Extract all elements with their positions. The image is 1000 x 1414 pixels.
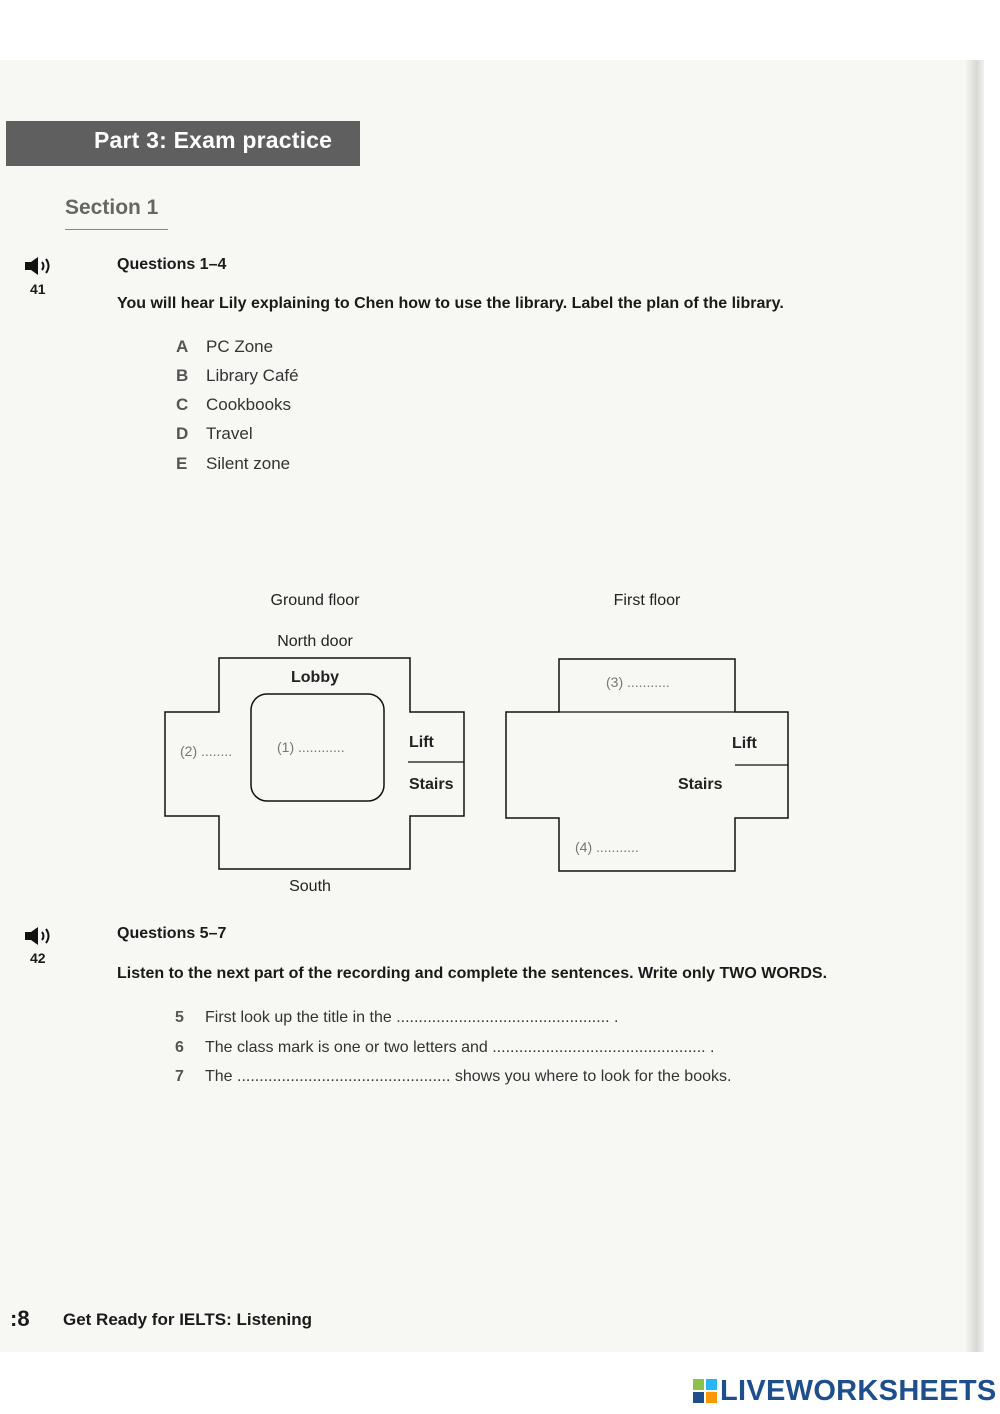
option-item (176, 424, 253, 448)
page-edge-shadow (966, 60, 984, 1352)
sentence-text: The class mark is one or two letters and ................................................ . (205, 1039, 715, 1056)
gap-2-label: (2) ........ (180, 743, 233, 759)
north-door-label: North door (277, 633, 353, 650)
option-text: Silent zone (206, 454, 291, 473)
section-title: Section 1 (65, 196, 159, 219)
option-item (176, 337, 273, 361)
section-underline (65, 229, 168, 230)
sentence-number: 7 (175, 1068, 184, 1085)
first-stairs-label: Stairs (678, 776, 723, 793)
brand-name: LIVEWORKSHEETS (720, 1374, 997, 1407)
option-letter: E (176, 454, 188, 473)
lift-label: Lift (409, 734, 434, 751)
option-item (176, 454, 290, 478)
sentence-item (175, 1068, 731, 1086)
option-text: Library Café (206, 366, 299, 385)
sentence-number: 6 (175, 1039, 184, 1056)
option-text: Travel (206, 424, 253, 443)
page-number: :8 (10, 1306, 30, 1331)
track-number: 42 (30, 950, 46, 966)
library-plan (150, 580, 810, 910)
gap-3-label: (3) ........... (606, 674, 670, 690)
option-item (176, 366, 299, 390)
option-letter: C (176, 395, 189, 414)
option-letter: A (176, 337, 189, 356)
south-label: South (289, 878, 331, 895)
option-text: PC Zone (206, 337, 274, 356)
questions-heading: Questions 1–4 (117, 256, 227, 273)
sentence-text: First look up the title in the ................................................ . (205, 1009, 619, 1026)
sentence-item (175, 1039, 715, 1057)
option-item (176, 395, 291, 419)
audio-speaker-icon[interactable] (22, 254, 58, 278)
sentence-number: 5 (175, 1009, 184, 1026)
stairs-label: Stairs (409, 776, 454, 793)
first-lift-label: Lift (732, 735, 757, 752)
ground-floor-title: Ground floor (270, 592, 360, 609)
part-title: Part 3: Exam practice (94, 127, 333, 153)
lobby-label: Lobby (291, 669, 339, 686)
gap-1-label: (1) ............ (277, 739, 345, 755)
option-letter: D (176, 424, 189, 443)
gap-4-label: (4) ........... (575, 839, 639, 855)
ground-floor-outline (165, 658, 464, 869)
sentence-item (175, 1009, 618, 1027)
option-text: Cookbooks (206, 395, 292, 414)
instruction-text: You will hear Lily explaining to Chen how to use the library. Label the plan of the library. (117, 295, 784, 312)
track-number: 41 (30, 281, 46, 297)
part-banner (6, 121, 360, 166)
first-floor-title: First floor (613, 592, 681, 609)
book-title: Get Ready for IELTS: Listening (63, 1310, 313, 1329)
questions-heading: Questions 5–7 (117, 925, 227, 942)
instruction-text: Listen to the next part of the recording and complete the sentences. Write only TWO WORDS. (117, 965, 828, 982)
audio-speaker-icon[interactable] (22, 924, 58, 948)
brand-logo-block[interactable] (692, 1374, 997, 1408)
sentence-text: The ................................................ shows you where to look for the books. (205, 1068, 732, 1085)
liveworksheets-logo-icon (692, 1378, 718, 1404)
option-letter: B (176, 366, 189, 385)
